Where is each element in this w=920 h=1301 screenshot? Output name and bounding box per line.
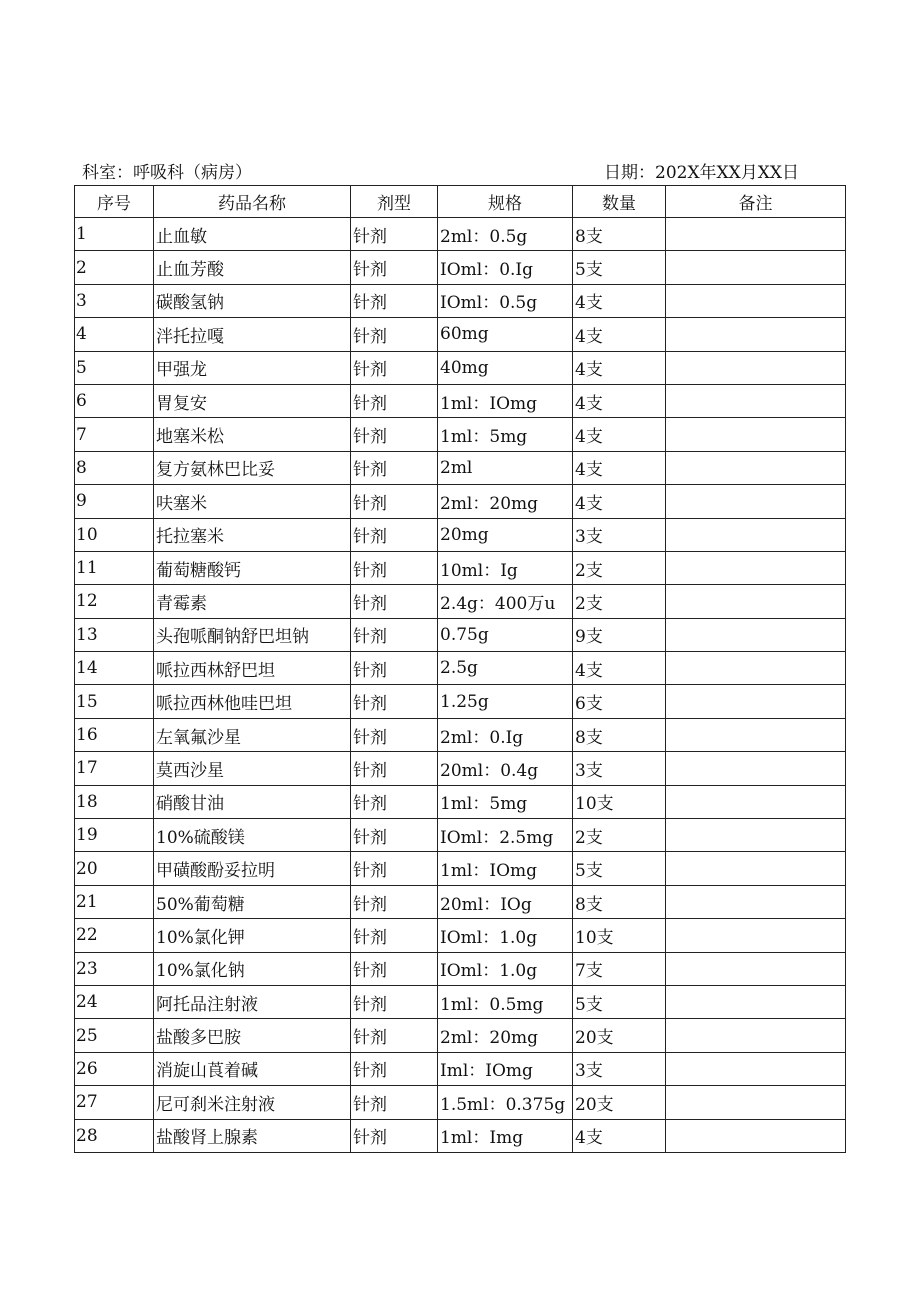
table-row xyxy=(75,251,846,284)
cell-remark xyxy=(666,418,846,451)
cell-drug-name: 碳酸氢钠 xyxy=(154,284,351,317)
cell-remark xyxy=(666,585,846,618)
cell-remark xyxy=(666,752,846,785)
table-row xyxy=(75,785,846,818)
cell-dosage-form: 针剂 xyxy=(351,1052,438,1085)
cell-remark xyxy=(666,485,846,518)
cell-quantity: 8支 xyxy=(573,218,666,251)
cell-drug-name: 50%葡萄糖 xyxy=(154,885,351,918)
cell-remark xyxy=(666,885,846,918)
medication-table xyxy=(74,185,846,1153)
cell-index: 2 xyxy=(75,251,154,284)
cell-remark xyxy=(666,618,846,651)
cell-remark xyxy=(666,451,846,484)
cell-drug-name: 地塞米松 xyxy=(154,418,351,451)
cell-spec: 1ml：IOmg xyxy=(438,852,573,885)
table-row xyxy=(75,451,846,484)
cell-dosage-form: 针剂 xyxy=(351,1019,438,1052)
cell-quantity: 2支 xyxy=(573,551,666,584)
table-body xyxy=(75,218,846,1153)
cell-dosage-form: 针剂 xyxy=(351,919,438,952)
cell-dosage-form: 针剂 xyxy=(351,418,438,451)
cell-quantity: 3支 xyxy=(573,1052,666,1085)
cell-dosage-form: 针剂 xyxy=(351,885,438,918)
cell-dosage-form: 针剂 xyxy=(351,652,438,685)
cell-remark xyxy=(666,819,846,852)
cell-quantity: 2支 xyxy=(573,585,666,618)
cell-remark xyxy=(666,351,846,384)
cell-spec: IOml：1.0g xyxy=(438,919,573,952)
cell-quantity: 10支 xyxy=(573,919,666,952)
cell-spec: IOml：0.Ig xyxy=(438,251,573,284)
cell-index: 4 xyxy=(75,318,154,351)
cell-drug-name: 哌拉西林舒巴坦 xyxy=(154,652,351,685)
cell-spec: 2ml xyxy=(438,451,573,484)
cell-index: 26 xyxy=(75,1052,154,1085)
cell-quantity: 20支 xyxy=(573,1019,666,1052)
table-row xyxy=(75,1019,846,1052)
cell-dosage-form: 针剂 xyxy=(351,785,438,818)
cell-dosage-form: 针剂 xyxy=(351,284,438,317)
cell-quantity: 5支 xyxy=(573,251,666,284)
table-row xyxy=(75,919,846,952)
cell-index: 27 xyxy=(75,1086,154,1119)
cell-index: 10 xyxy=(75,518,154,551)
cell-index: 13 xyxy=(75,618,154,651)
table-row xyxy=(75,752,846,785)
cell-quantity: 8支 xyxy=(573,885,666,918)
cell-dosage-form: 针剂 xyxy=(351,384,438,417)
cell-index: 9 xyxy=(75,485,154,518)
cell-drug-name: 莫西沙星 xyxy=(154,752,351,785)
cell-dosage-form: 针剂 xyxy=(351,852,438,885)
table-row xyxy=(75,852,846,885)
cell-drug-name: 盐酸多巴胺 xyxy=(154,1019,351,1052)
cell-drug-name: 呋塞米 xyxy=(154,485,351,518)
cell-spec: Iml：IOmg xyxy=(438,1052,573,1085)
cell-remark xyxy=(666,384,846,417)
cell-spec: 1.5ml：0.375g xyxy=(438,1086,573,1119)
cell-index: 7 xyxy=(75,418,154,451)
cell-drug-name: 甲强龙 xyxy=(154,351,351,384)
cell-drug-name: 止血敏 xyxy=(154,218,351,251)
cell-dosage-form: 针剂 xyxy=(351,1086,438,1119)
cell-index: 23 xyxy=(75,952,154,985)
cell-spec: 10ml：Ig xyxy=(438,551,573,584)
header-row xyxy=(75,186,846,218)
table-row xyxy=(75,585,846,618)
cell-remark xyxy=(666,551,846,584)
department-label: 科室：呼吸科（病房） xyxy=(82,163,252,183)
cell-spec: 2ml：20mg xyxy=(438,485,573,518)
cell-quantity: 4支 xyxy=(573,351,666,384)
cell-quantity: 4支 xyxy=(573,284,666,317)
table-row xyxy=(75,1119,846,1152)
cell-quantity: 4支 xyxy=(573,318,666,351)
cell-index: 8 xyxy=(75,451,154,484)
cell-index: 11 xyxy=(75,551,154,584)
cell-index: 19 xyxy=(75,819,154,852)
cell-remark xyxy=(666,284,846,317)
cell-quantity: 6支 xyxy=(573,685,666,718)
table-row xyxy=(75,952,846,985)
cell-remark xyxy=(666,785,846,818)
cell-quantity: 3支 xyxy=(573,752,666,785)
col-header-spec: 规格 xyxy=(438,186,573,218)
cell-spec: 1ml：IOmg xyxy=(438,384,573,417)
cell-dosage-form: 针剂 xyxy=(351,251,438,284)
cell-dosage-form: 针剂 xyxy=(351,318,438,351)
table-row xyxy=(75,485,846,518)
cell-quantity: 4支 xyxy=(573,384,666,417)
cell-dosage-form: 针剂 xyxy=(351,351,438,384)
cell-spec: IOml：0.5g xyxy=(438,284,573,317)
cell-drug-name: 10%氯化钾 xyxy=(154,919,351,952)
cell-spec: 60mg xyxy=(438,318,573,351)
cell-remark xyxy=(666,218,846,251)
cell-spec: 1ml：5mg xyxy=(438,785,573,818)
cell-quantity: 8支 xyxy=(573,718,666,751)
cell-remark xyxy=(666,652,846,685)
cell-drug-name: 葡萄糖酸钙 xyxy=(154,551,351,584)
cell-drug-name: 尼可刹米注射液 xyxy=(154,1086,351,1119)
cell-index: 18 xyxy=(75,785,154,818)
cell-drug-name: 头孢哌酮钠舒巴坦钠 xyxy=(154,618,351,651)
table-row xyxy=(75,885,846,918)
cell-index: 16 xyxy=(75,718,154,751)
cell-dosage-form: 针剂 xyxy=(351,218,438,251)
cell-drug-name: 泮托拉嘎 xyxy=(154,318,351,351)
cell-remark xyxy=(666,718,846,751)
cell-drug-name: 阿托品注射液 xyxy=(154,985,351,1018)
cell-spec: 1ml：0.5mg xyxy=(438,985,573,1018)
cell-remark xyxy=(666,318,846,351)
col-header-index: 序号 xyxy=(75,186,154,218)
cell-index: 25 xyxy=(75,1019,154,1052)
cell-index: 5 xyxy=(75,351,154,384)
table-row xyxy=(75,218,846,251)
table-row xyxy=(75,1052,846,1085)
cell-index: 24 xyxy=(75,985,154,1018)
table-row xyxy=(75,652,846,685)
table-row xyxy=(75,618,846,651)
cell-index: 15 xyxy=(75,685,154,718)
table-row xyxy=(75,384,846,417)
cell-remark xyxy=(666,919,846,952)
cell-spec: 20mg xyxy=(438,518,573,551)
cell-drug-name: 左氧氟沙星 xyxy=(154,718,351,751)
cell-spec: 1ml：5mg xyxy=(438,418,573,451)
cell-dosage-form: 针剂 xyxy=(351,752,438,785)
cell-drug-name: 10%硫酸镁 xyxy=(154,819,351,852)
cell-drug-name: 托拉塞米 xyxy=(154,518,351,551)
cell-remark xyxy=(666,1019,846,1052)
cell-dosage-form: 针剂 xyxy=(351,685,438,718)
cell-index: 3 xyxy=(75,284,154,317)
cell-dosage-form: 针剂 xyxy=(351,618,438,651)
cell-quantity: 2支 xyxy=(573,819,666,852)
cell-dosage-form: 针剂 xyxy=(351,551,438,584)
cell-drug-name: 复方氨林巴比妥 xyxy=(154,451,351,484)
cell-index: 6 xyxy=(75,384,154,417)
table-row xyxy=(75,1086,846,1119)
cell-drug-name: 10%氯化钠 xyxy=(154,952,351,985)
col-header-remark: 备注 xyxy=(666,186,846,218)
cell-dosage-form: 针剂 xyxy=(351,952,438,985)
cell-remark xyxy=(666,1086,846,1119)
cell-quantity: 20支 xyxy=(573,1086,666,1119)
table-row xyxy=(75,351,846,384)
cell-dosage-form: 针剂 xyxy=(351,518,438,551)
cell-remark xyxy=(666,852,846,885)
col-header-quantity: 数量 xyxy=(573,186,666,218)
cell-index: 20 xyxy=(75,852,154,885)
cell-drug-name: 青霉素 xyxy=(154,585,351,618)
table-row xyxy=(75,819,846,852)
cell-dosage-form: 针剂 xyxy=(351,718,438,751)
table-row xyxy=(75,718,846,751)
cell-drug-name: 盐酸肾上腺素 xyxy=(154,1119,351,1152)
cell-dosage-form: 针剂 xyxy=(351,585,438,618)
cell-remark xyxy=(666,685,846,718)
cell-quantity: 4支 xyxy=(573,652,666,685)
cell-spec: 2ml：0.Ig xyxy=(438,718,573,751)
cell-spec: 1ml：Img xyxy=(438,1119,573,1152)
cell-quantity: 5支 xyxy=(573,985,666,1018)
cell-drug-name: 硝酸甘油 xyxy=(154,785,351,818)
cell-dosage-form: 针剂 xyxy=(351,451,438,484)
cell-index: 28 xyxy=(75,1119,154,1152)
cell-dosage-form: 针剂 xyxy=(351,819,438,852)
cell-quantity: 9支 xyxy=(573,618,666,651)
cell-quantity: 4支 xyxy=(573,451,666,484)
cell-remark xyxy=(666,1052,846,1085)
cell-drug-name: 甲磺酸酚妥拉明 xyxy=(154,852,351,885)
cell-spec: 2ml：20mg xyxy=(438,1019,573,1052)
cell-remark xyxy=(666,251,846,284)
table-row xyxy=(75,985,846,1018)
table-row xyxy=(75,518,846,551)
col-header-dosage-form: 剂型 xyxy=(351,186,438,218)
col-header-drug-name: 药品名称 xyxy=(154,186,351,218)
cell-index: 14 xyxy=(75,652,154,685)
cell-remark xyxy=(666,518,846,551)
table-row xyxy=(75,685,846,718)
table-row xyxy=(75,418,846,451)
cell-spec: 40mg xyxy=(438,351,573,384)
cell-quantity: 5支 xyxy=(573,852,666,885)
cell-index: 22 xyxy=(75,919,154,952)
cell-dosage-form: 针剂 xyxy=(351,1119,438,1152)
cell-remark xyxy=(666,985,846,1018)
cell-spec: 0.75g xyxy=(438,618,573,651)
table-row xyxy=(75,318,846,351)
cell-index: 21 xyxy=(75,885,154,918)
cell-drug-name: 胃复安 xyxy=(154,384,351,417)
cell-spec: IOml：2.5mg xyxy=(438,819,573,852)
cell-spec: 2ml：0.5g xyxy=(438,218,573,251)
cell-quantity: 10支 xyxy=(573,785,666,818)
cell-spec: 2.4g：400万u xyxy=(438,585,573,618)
table-row xyxy=(75,551,846,584)
cell-index: 1 xyxy=(75,218,154,251)
cell-quantity: 4支 xyxy=(573,485,666,518)
cell-quantity: 4支 xyxy=(573,418,666,451)
cell-index: 12 xyxy=(75,585,154,618)
cell-remark xyxy=(666,1119,846,1152)
cell-spec: 1.25g xyxy=(438,685,573,718)
cell-dosage-form: 针剂 xyxy=(351,985,438,1018)
cell-quantity: 4支 xyxy=(573,1119,666,1152)
cell-quantity: 3支 xyxy=(573,518,666,551)
cell-spec: IOml：1.0g xyxy=(438,952,573,985)
cell-index: 17 xyxy=(75,752,154,785)
cell-remark xyxy=(666,952,846,985)
cell-drug-name: 哌拉西林他哇巴坦 xyxy=(154,685,351,718)
table-row xyxy=(75,284,846,317)
table-header xyxy=(75,186,846,218)
cell-drug-name: 消旋山莨着碱 xyxy=(154,1052,351,1085)
page-header xyxy=(82,160,798,186)
cell-spec: 2.5g xyxy=(438,652,573,685)
cell-spec: 20ml：0.4g xyxy=(438,752,573,785)
cell-dosage-form: 针剂 xyxy=(351,485,438,518)
cell-spec: 20ml：IOg xyxy=(438,885,573,918)
cell-quantity: 7支 xyxy=(573,952,666,985)
cell-drug-name: 止血芳酸 xyxy=(154,251,351,284)
date-label: 日期：202X年XX月XX日 xyxy=(604,163,799,183)
